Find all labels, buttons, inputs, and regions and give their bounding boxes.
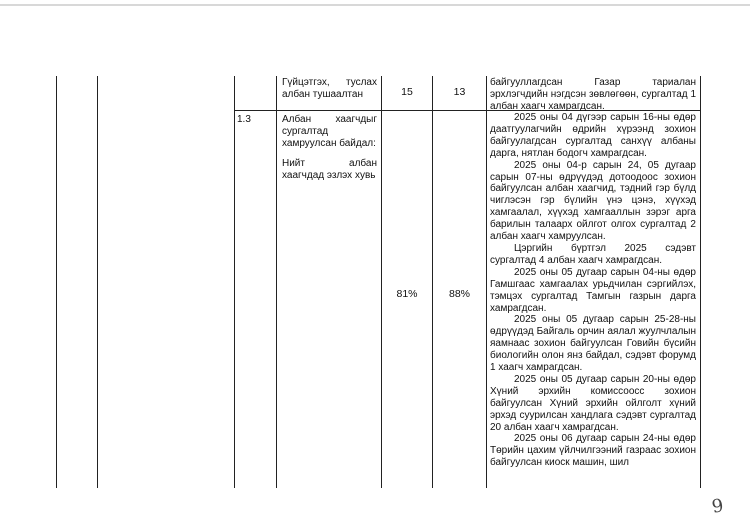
table-row-value-plan: 15 [401,86,413,98]
column-divider [276,76,277,488]
column-divider [381,76,382,488]
table-row-value-actual: 13 [453,86,466,98]
indicator-title: Албан хаагчдыг сургалтад хамруулсан байдал: [282,114,377,149]
report-paragraph: 2025 оны 05 дугаар сарын 25-28-ны өдрүүдэд Байгаль орчин аялал жуулчлалын яамнаас зохион байгуулсан Говийн бүсийн биологийн олон янз байдал, сэдэвт форумд 1 хаагч хамрагдсан. [490,314,696,374]
report-paragraph: байгууллагдсан Газар тариалан эрхлэгчдийн нэгдсэн зөвлөгөөн, сургалтад 1 албан хаагч хамрагдсан. [490,77,696,112]
report-paragraph: 2025 оны 04-р сарын 24, 05 дугаар сарын 07-ны өдрүүдэд дотоодоос зохион байгуулсан албан хаагчид, тэдний гэр бүлд чиглэсэн гэр бүлийн үнэ цэнэ, хүүхэд хамгаалал, хүүхэд хамгааллын зэрэг арга барилын талаарх ойлгот олгох сургалтад 2 албан хаагч хамруулсан. [490,159,696,243]
report-table [56,76,701,488]
table-row-activity: Гүйцэтгэх, туслах албан тушаалтан [282,77,377,100]
table-border-left [56,76,57,488]
report-paragraph: Цэргийн бүртгэл 2025 сэдэвт сургалтад 4 албан хаагч хамрагдсан. [490,242,696,266]
column-divider [486,76,487,488]
table-row-report [490,112,696,469]
column-divider [432,76,433,488]
page-number: 9 [710,495,726,518]
indicator-subtitle: Нийт албан хаагчдад эзлэх хувь [282,157,377,181]
table-row-report [490,77,696,113]
table-row-value-actual: 88% [448,288,470,300]
page-top-border [0,4,750,6]
column-divider [97,76,98,488]
table-border-right [700,76,701,488]
table-row-indicator [282,114,377,182]
report-paragraph: 2025 оны 05 дугаар сарын 04-ны өдөр Гамшгаас хамгаалах урьдчилан сэргийлэх, тэмцэх сургалтад Тамгын газрын дарга хамрагдсан. [490,266,696,314]
report-paragraph: 2025 оны 04 дүгээр сарын 16-ны өдөр даатгуулагчийн өдрийн хүрээнд зохион байгуулагдсан сургалтад санхүү албаны дарга, нятлан бодогч хамрагдсан. [490,112,696,159]
table-row-number: 1.3 [237,114,251,125]
report-paragraph: 2025 оны 06 дугаар сарын 24-ны өдөр Төрийн цахим үйлчилгээний газраас зохион байгуулсан киоск машин, шил [490,433,696,469]
column-divider [234,76,235,488]
table-row-value-plan: 81% [396,288,418,300]
report-paragraph: 2025 оны 05 дугаар сарын 20-ны өдөр Хүний эрхийн комиссоосс зохион байгуулсан Хүний эрхийн ойлголт хүний эрхэд суурилсан хандлага сэдэвт сургалтад 20 албан хаагч хамрагдсан. [490,373,696,433]
